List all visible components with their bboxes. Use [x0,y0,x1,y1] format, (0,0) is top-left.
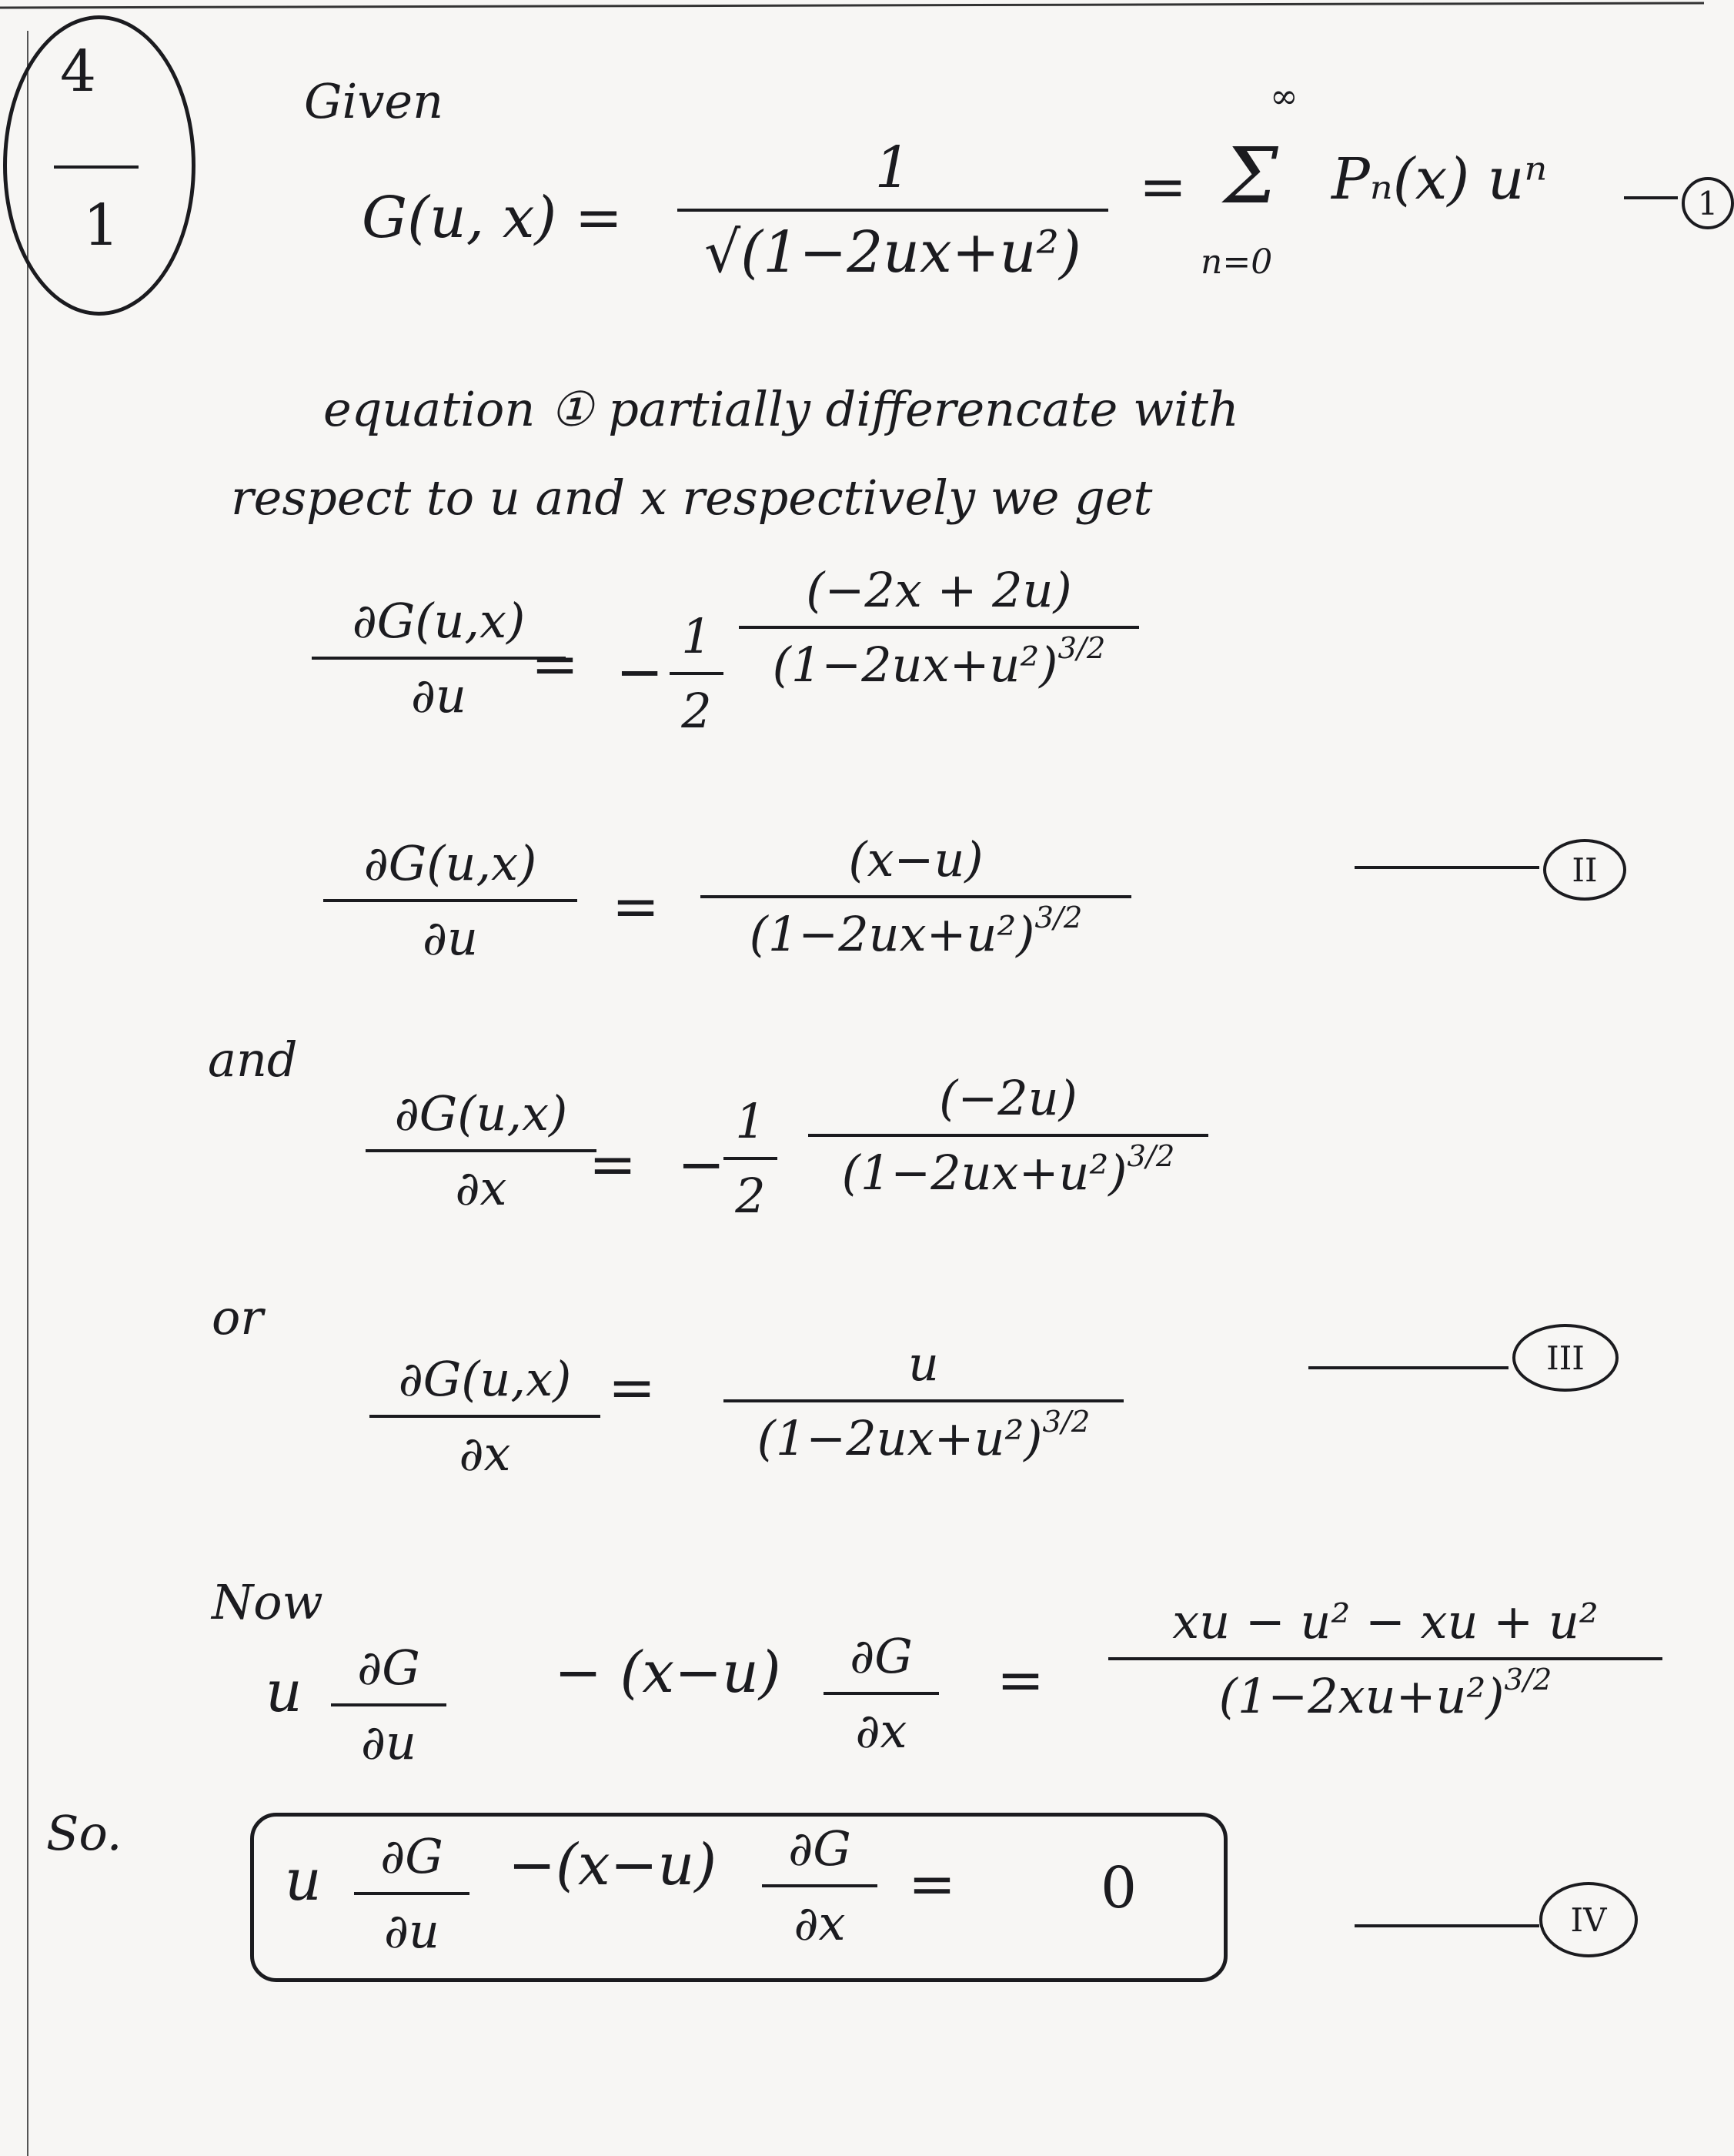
rhs-numerator: (−2u) [939,1070,1077,1126]
power: 3/2 [1042,1405,1091,1439]
coef-numerator: 1 [735,1093,766,1149]
fraction-bar [354,1892,469,1895]
equation-tag-1: 1 [1682,177,1734,229]
given-label: Given [304,73,444,129]
fraction-bar [677,209,1108,212]
equals-sign: = [589,1131,637,1198]
partial-g-numerator: ∂G(u,x) [394,1085,568,1142]
power: 3/2 [1127,1139,1175,1174]
given-denominator: √(1−2ux+u²) [704,219,1081,286]
rhs-denominator [723,1405,1124,1466]
given-lhs: G(u, x) = [362,185,623,251]
tag-dash [1624,196,1678,199]
equals-sign: = [997,1647,1045,1713]
final-partial-g-dx [762,1820,877,1951]
sum-lower-limit: n=0 [1201,242,1273,282]
tag-dash [1355,866,1539,869]
fraction-bar [323,899,577,902]
fraction-bar [824,1692,939,1695]
now-text: Now [212,1574,323,1630]
given-equals: = [1139,154,1188,220]
equals-sign: = [531,631,580,697]
partial-g-dx-lhs-2 [369,1351,600,1482]
coef-denominator: 2 [735,1168,766,1224]
power: 3/2 [1057,631,1106,666]
fraction-bar [739,626,1139,629]
fraction-bar [331,1703,446,1706]
rhs-denominator-text: (1−2ux+u²) [749,906,1035,962]
fraction-bar [723,1399,1124,1402]
fraction-bar [762,1884,877,1887]
fraction-bar [670,672,723,675]
minus-sign: − [677,1131,726,1198]
so-text: So. [46,1805,122,1861]
equals-sign: = [908,1851,957,1917]
rhs-numerator: u [908,1335,939,1392]
question-number: 4 [60,38,97,105]
partial-g-numerator: ∂G(u,x) [352,593,526,649]
fraction-bar [700,895,1131,898]
rhs-denominator [1108,1663,1662,1724]
partial-u: ∂u [361,1714,416,1770]
power: 3/2 [1034,901,1083,935]
partial-u-denominator: ∂u [423,910,478,966]
partial-g-dx-rhs-2 [723,1335,1124,1466]
partial-g-du [331,1640,446,1770]
partial-g-dx [824,1628,939,1759]
partial-u-denominator: ∂u [411,667,466,724]
sum-upper-limit: ∞ [1270,77,1298,116]
partial-x-denominator: ∂x [459,1426,511,1482]
coef-denominator: 2 [681,683,712,739]
partial-x: ∂x [793,1895,846,1951]
rhs-numerator: xu − u² − xu + u² [1172,1593,1599,1650]
partial-g-du-rhs-2 [700,831,1131,962]
fraction-bar [1108,1657,1662,1660]
partial-g-numerator: ∂G(u,x) [398,1351,572,1407]
partial-g-dx-lhs [366,1085,596,1216]
partial-g-du-rhs [739,562,1139,693]
final-partial-g-du [354,1828,469,1959]
partial-g-dx-rhs [808,1070,1208,1201]
series-term: Pₙ(x) uⁿ [1331,146,1548,212]
instruction-line-2: respect to u and x respectively we get [231,470,1153,526]
minus-x-minus-u: −(x−u) [508,1832,717,1898]
fraction-bar [366,1149,596,1152]
equals-sign: = [612,874,660,940]
u-factor: u [285,1847,322,1914]
minus-x-minus-u: − (x−u) [554,1640,781,1706]
equation-tag-3: III [1512,1324,1619,1392]
partial-g-du-lhs [312,593,566,724]
equation-tag-2: II [1543,839,1626,901]
half-coefficient [670,608,723,739]
given-fraction [677,135,1108,286]
partial-g: ∂G [357,1640,420,1696]
tag-dash [1355,1924,1539,1927]
fraction-bar [723,1157,777,1160]
given-numerator: 1 [874,135,911,201]
rhs-denominator [739,631,1139,693]
power: 3/2 [1504,1663,1552,1697]
or-text: or [212,1289,263,1345]
question-divider [54,165,139,169]
fraction-bar [312,657,566,660]
fraction-bar [369,1415,600,1418]
rhs-numerator: (x−u) [848,831,984,887]
rhs-denominator-text: (1−2ux+u²) [772,637,1058,693]
half-coefficient [723,1093,777,1224]
sum-symbol: Σ [1224,131,1278,221]
rhs-denominator [808,1139,1208,1201]
partial-g: ∂G [380,1828,443,1884]
partial-g: ∂G [850,1628,913,1684]
rhs-denominator [700,901,1131,962]
coef-numerator: 1 [681,608,712,664]
partial-u: ∂u [384,1903,439,1959]
fraction-bar [808,1134,1208,1137]
rhs-denominator-text: (1−2ux+u²) [757,1410,1043,1466]
question-mark: 1 [83,192,120,259]
partial-g: ∂G [788,1820,851,1877]
equation-tag-4: IV [1539,1882,1638,1957]
equals-sign: = [608,1355,657,1421]
now-rhs [1108,1593,1662,1724]
rhs-numerator: (−2x + 2u) [806,562,1072,618]
minus-sign: − [616,639,664,705]
partial-x-denominator: ∂x [455,1160,507,1216]
partial-x: ∂x [855,1703,907,1759]
zero: 0 [1101,1855,1138,1921]
and-text: and [208,1031,298,1088]
tag-dash [1308,1366,1508,1369]
rhs-denominator-text: (1−2xu+u²) [1218,1668,1505,1724]
rhs-denominator-text: (1−2ux+u²) [841,1145,1128,1201]
partial-g-numerator: ∂G(u,x) [363,835,537,891]
instruction-line-1: equation ① partially differencate with [323,381,1239,437]
u-factor: u [266,1659,302,1725]
partial-g-du-lhs-2 [323,835,577,966]
